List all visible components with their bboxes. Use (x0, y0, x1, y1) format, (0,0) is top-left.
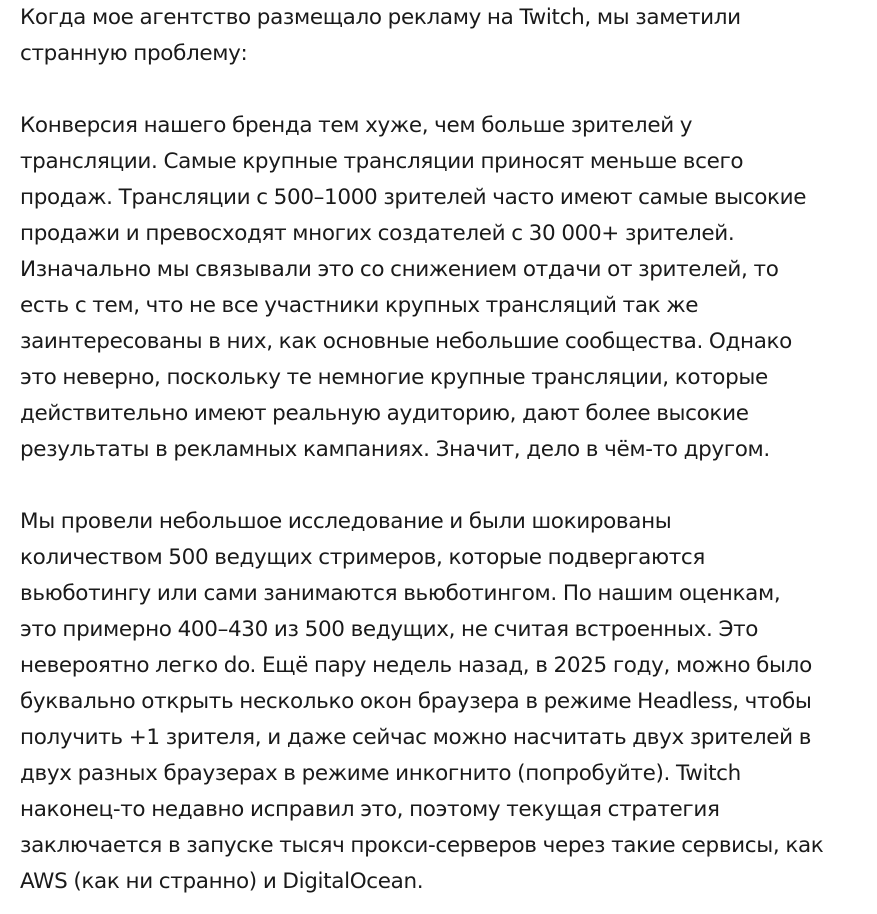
text-line: Когда мое агентство размещало рекламу на Twitch, мы заметили (20, 5, 741, 30)
text-line: буквально открыть несколько окон браузера в режиме Headless, чтобы (20, 689, 812, 714)
text-line: заключается в запуске тысяч прокси-серверов через такие сервисы, как (20, 833, 824, 858)
paragraph-spacer (20, 72, 872, 108)
paragraph-spacer (20, 468, 872, 504)
text-line: заинтересованы в них, как основные небольшие сообщества. Однако (20, 329, 792, 354)
paragraph-conversion (20, 108, 872, 468)
paragraph-intro (20, 0, 872, 72)
text-line: AWS (как ни странно) и DigitalOcean. (20, 869, 424, 894)
text-line: действительно имеют реальную аудиторию, дают более высокие (20, 401, 749, 426)
text-line: Изначально мы связывали это со снижением отдачи от зрителей, то (20, 257, 779, 282)
text-line: невероятно легко do. Ещё пару недель назад, в 2025 году, можно было (20, 653, 812, 678)
text-line: продаж. Трансляции с 500–1000 зрителей часто имеют самые высокие (20, 185, 807, 210)
text-line: продажи и превосходят многих создателей с 30 000+ зрителей. (20, 221, 735, 246)
text-line: это примерно 400–430 из 500 ведущих, не считая встроенных. Это (20, 617, 759, 642)
text-line: Конверсия нашего бренда тем хуже, чем больше зрителей у (20, 113, 693, 138)
article-body (20, 0, 872, 900)
paragraph-research (20, 504, 872, 900)
text-line: результаты в рекламных кампаниях. Значит, дело в чём-то другом. (20, 437, 770, 462)
text-line: вьюботингу или сами занимаются вьюботингом. По нашим оценкам, (20, 581, 781, 606)
text-line: есть с тем, что не все участники крупных трансляций так же (20, 293, 699, 318)
text-line: Мы провели небольшое исследование и были шокированы (20, 509, 672, 534)
text-line: получить +1 зрителя, и даже сейчас можно насчитать двух зрителей в (20, 725, 812, 750)
text-line: наконец-то недавно исправил это, поэтому текущая стратегия (20, 797, 720, 822)
text-line: двух разных браузерах в режиме инкогнито (попробуйте). Twitch (20, 761, 741, 786)
text-line: странную проблему: (20, 41, 248, 66)
text-line: трансляции. Самые крупные трансляции приносят меньше всего (20, 149, 744, 174)
text-line: это неверно, поскольку те немногие крупные трансляции, которые (20, 365, 768, 390)
text-line: количеством 500 ведущих стримеров, которые подвергаются (20, 545, 705, 570)
